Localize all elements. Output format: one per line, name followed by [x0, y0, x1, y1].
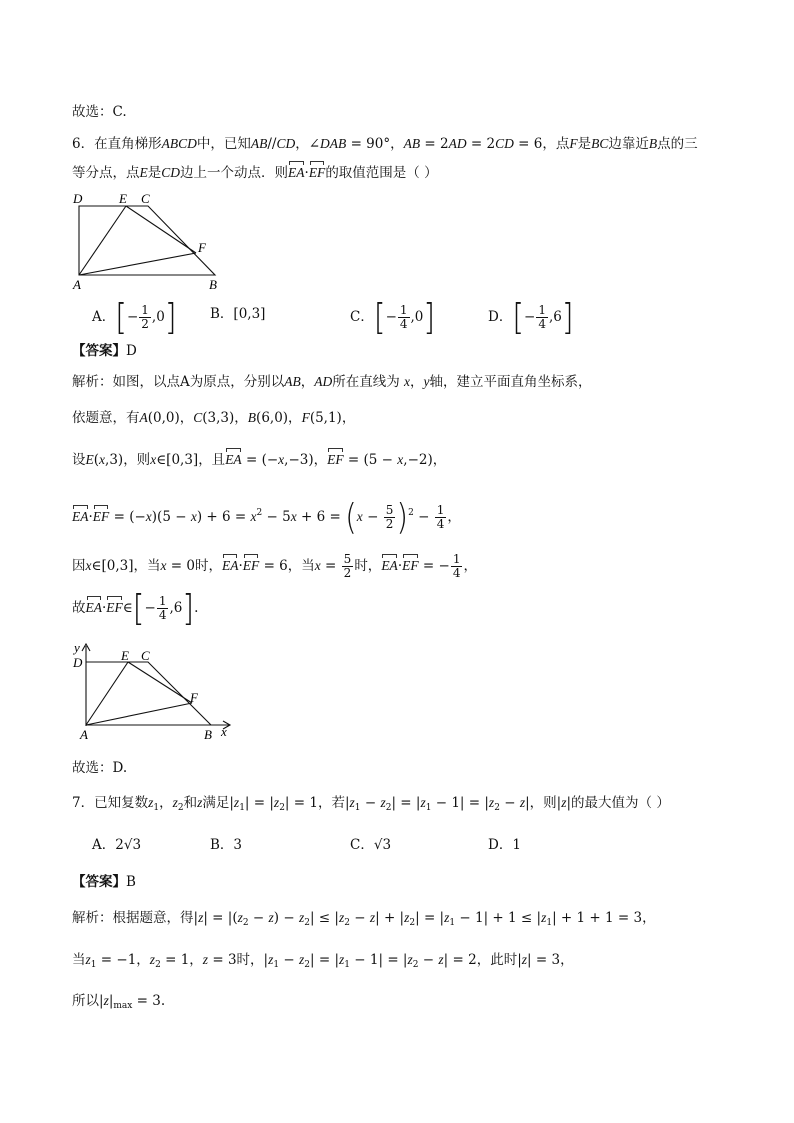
q7-option-c: C．√3 [350, 837, 392, 853]
q7-option-b: B．3 [210, 837, 243, 853]
label-e2: E [121, 648, 129, 663]
q6-analysis-6: 故EA·EF∈[− $\frac{1}{4}$ ,6]. [72, 586, 199, 629]
label-f2: F [190, 690, 198, 705]
q6-analysis-4: $EA\cdot EF = (-x)(5 - x) + 6 = x^2 - 5x + 6 = (x$ − $\frac{5}{2}$ )$^2$ − $\frac{1}{4}$ ， [72, 495, 461, 538]
label-e: E [119, 191, 127, 206]
label-b: B [209, 277, 217, 292]
q6-answer: 【答案】D [72, 343, 137, 359]
q6-analysis-5: 因x∈[0,3]，当x = 0时，EA·EF = 6，当x = $\frac{5}{2}$ 时，EA·EF = − $\frac{1}{4}$ ， [72, 552, 477, 580]
label-c2: C [141, 648, 150, 663]
q6-analysis-3: 设E(x,3)，则x∈[0,3]，且EA = (−x,−3)，EF = (5 − x,−2)， [72, 452, 447, 468]
q6-analysis-2: 依题意，有A(0,0)，C(3,3)，B(6,0)，F(5,1)， [72, 410, 356, 426]
label-a: A [73, 277, 81, 292]
q6-analysis-1: 解析：如图，以点A为原点，分别以AB，AD所在直线为 x，y轴，建立平面直角坐标系， [72, 374, 592, 390]
q7-line1: 7．已知复数$z_1$，$z_2$和z满足$|z_1| = |z_2| = 1$，若$|z_1 - z_2| = |z_1 - 1| = |z_2 - z|$，则|z|的最大值为（ ） [72, 795, 670, 813]
q7-option-a: A．2√3 [92, 837, 142, 853]
q6-line2: 等分点，点E是CD边上一个动点．则EA·EF的取值范围是（ ） [72, 165, 438, 181]
label-c: C [141, 191, 150, 206]
label-b2: B [204, 727, 212, 742]
label-x: x [221, 724, 227, 739]
q6-option-d: D．[− $\frac{1}{4}$ ,6] [488, 295, 574, 338]
q7-analysis-2: 当$z_1 = -1$，$z_2 = 1$，z = 3时，$|z_1 - z_2| = |z_1 - 1| = |z_2 - z| = 2$，此时|z| = 3， [72, 952, 574, 970]
trapezoid-figure [68, 190, 238, 295]
q6-line1: 6．在直角梯形ABCD中，已知AB//CD，∠DAB = 90°，AB = 2AD = 2CD = 6，点F是BC边靠近B点的三 [72, 136, 698, 152]
q6-option-a: A．[− $\frac{1}{2}$ ,0] [92, 295, 177, 338]
coordinate-figure [68, 638, 243, 743]
label-d: D [73, 191, 83, 206]
prev-choice: 故选：C. [72, 104, 127, 120]
q7-analysis-1: 解析：根据题意，得$|z| = |(z_2 - z) - z_2| \le |z_2 - z| + |z_2| = |z_1 - 1| + 1 \le |z_1| + 1 + 1 = 3$， [72, 910, 656, 928]
q6-option-c: C．[− $\frac{1}{4}$ ,0] [350, 295, 436, 338]
label-a2: A [80, 727, 88, 742]
label-d2: D [73, 655, 83, 670]
choice-d: 故选：D. [72, 760, 128, 776]
q6-option-b: B．[0,3] [210, 306, 266, 322]
q7-analysis-3: 所以$|z|_{max} = 3$. [72, 993, 166, 1011]
q7-option-d: D．1 [488, 837, 521, 853]
q7-answer: 【答案】B [72, 874, 136, 890]
label-y: y [74, 640, 80, 655]
label-f: F [198, 240, 206, 255]
